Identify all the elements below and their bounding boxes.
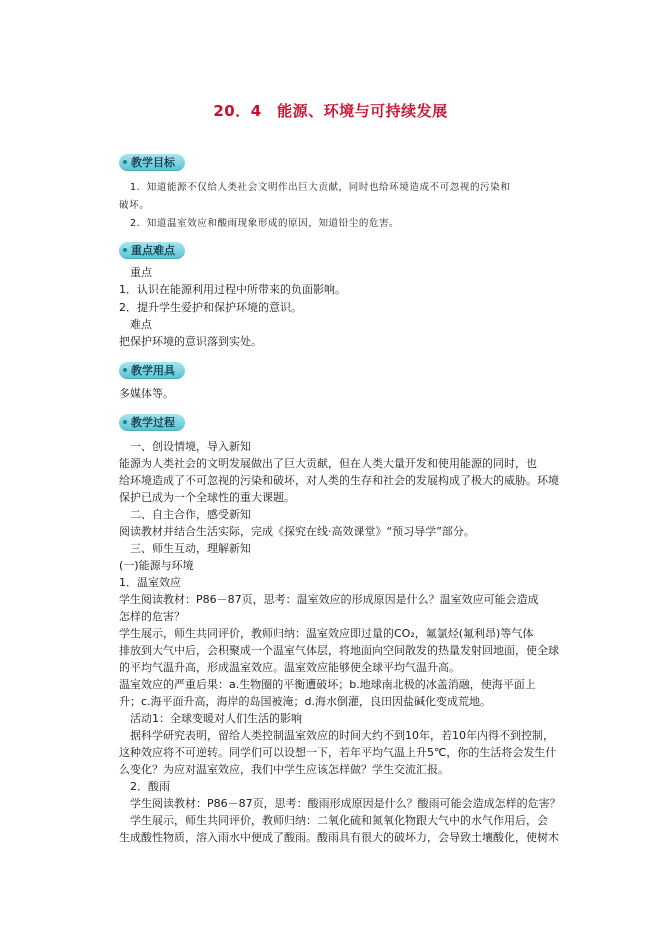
text-line: 温室效应的严重后果：a.生物圈的平衡遭破坏；b.地球南北极的冰盖消融，使海平面上 (119, 678, 536, 691)
section-badge-process: 教学过程 (119, 414, 185, 431)
text-line: 学生阅读教材：P86－87页，思考：酸雨形成原因是什么？酸雨可能会造成怎样的危害？ (130, 797, 561, 810)
document-title: 20．4 能源、环境与可持续发展 (213, 102, 448, 120)
text-line: 2．知道温室效应和酸雨现象形成的原因，知道铅尘的危害。 (130, 218, 400, 229)
topic-heading: 1．温室效应 (119, 576, 181, 589)
text-line: 1．知道能源不仅给人类社会文明作出巨大贡献，同时也给环境造成不可忽视的污染和 (130, 182, 511, 193)
subheading-difficulty: 难点 (130, 318, 152, 331)
text-line: 这种效应将不可逆转。同学们可以设想一下，若年平均气温上升5℃，你的生活将会发生什 (119, 746, 557, 759)
text-line: 2．提升学生爱护和保护环境的意识。 (119, 301, 302, 314)
step-heading: 三、师生互动，理解新知 (130, 542, 251, 555)
step-heading: 一、创设情境，导入新知 (130, 440, 251, 453)
text-line: 多媒体等。 (119, 387, 174, 400)
section-badge-key-points: 重点难点 (119, 242, 185, 259)
text-line: 生成酸性物质，溶入雨水中便成了酸雨。酸雨具有很大的破坏力，会导致土壤酸化，使树木 (119, 831, 559, 844)
subheading-key: 重点 (130, 266, 152, 279)
text-line: 么变化？为应对温室效应，我们中学生应该怎样做？学生交流汇报。 (119, 763, 449, 776)
text-line: 学生展示，师生共同评价，教师归纳：二氧化硫和氮氧化物跟大气中的水气作用后，会 (130, 814, 548, 827)
text-line: 保护已成为一个全球性的重大课题。 (119, 491, 295, 504)
text-line: 破坏。 (119, 200, 150, 211)
text-line: 阅读教材并结合生活实际，完成《探究在线·高效课堂》“预习导学”部分。 (119, 525, 475, 538)
text-line: 能源为人类社会的文明发展做出了巨大贡献，但在人类大量开发和使用能源的同时，也 (119, 457, 537, 470)
text-line: 学生展示，师生共同评价，教师归纳：温室效应即过量的CO₂，氟氯烃(氟利昂)等气体 (119, 627, 534, 640)
text-line: 把保护环境的意识落到实处。 (119, 335, 262, 348)
activity-heading: 活动1：全球变暖对人们生活的影响 (130, 712, 302, 725)
section-badge-objectives: 教学目标 (119, 154, 185, 171)
text-line: 的平均气温升高，形成温室效应。温室效应能够使全球平均气温升高。 (119, 661, 460, 674)
text-line: 据科学研究表明，留给人类控制温室效应的时间大约不到10年，若10年内得不到控制， (130, 729, 554, 742)
section-badge-tools: 教学用具 (119, 362, 185, 379)
step-heading: 二、自主合作，感受新知 (130, 508, 251, 521)
text-line: 学生阅读教材：P86－87页，思考：温室效应的形成原因是什么？温室效应可能会造成 (119, 593, 539, 606)
text-line: 排放到大气中后，会积聚成一个温室气体层，将地面向空间散发的热量发射回地面，使全球 (119, 644, 559, 657)
text-line: 1．认识在能源利用过程中所带来的负面影响。 (119, 283, 346, 296)
topic-heading: 2．酸雨 (130, 780, 170, 793)
text-line: 升；c.海平面升高，海岸的岛国被淹；d.海水倒灌，良田因盐碱化变成荒地。 (119, 695, 492, 708)
text-line: 给环境造成了不可忽视的污染和破坏，对人类的生存和社会的发展构成了极大的威胁。环境 (119, 474, 559, 487)
subsection-heading: (一)能源与环境 (119, 559, 194, 572)
text-line: 怎样的危害？ (119, 610, 185, 623)
